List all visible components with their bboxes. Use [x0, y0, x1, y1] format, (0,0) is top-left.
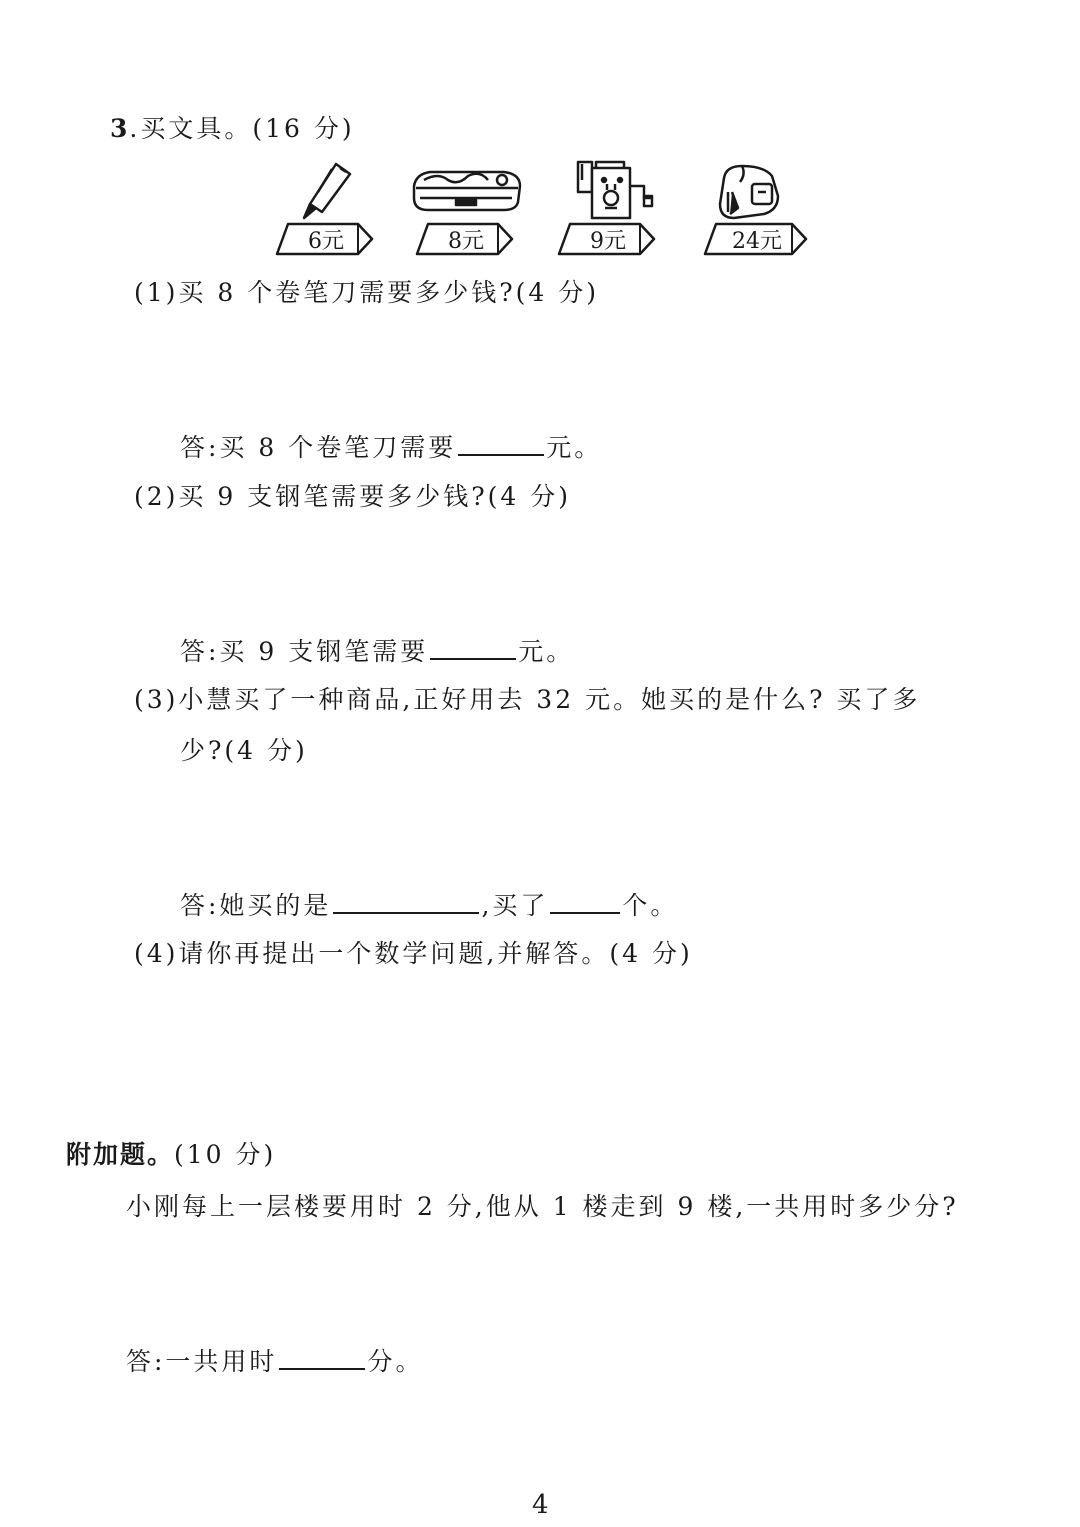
- bonus-answer-blank[interactable]: [279, 1346, 365, 1370]
- bonus-answer-suffix: 分。: [367, 1347, 424, 1376]
- backpack-icon: [712, 162, 784, 222]
- q3-sub1-answer-prefix: 答:买 8 个卷笔刀需要: [180, 433, 457, 462]
- q3-sub2-answer-prefix: 答:买 9 支钢笔需要: [180, 637, 429, 666]
- q3-title: .买文具。(16 分): [129, 114, 355, 143]
- bonus-score: (10 分): [174, 1140, 277, 1169]
- pen-icon: [296, 160, 356, 222]
- bonus-answer: [126, 1346, 423, 1374]
- price-tag-pen: [274, 222, 374, 256]
- q3-sub3-answer-prefix: 答:她买的是: [180, 891, 332, 920]
- q3-sub3-answer-suffix: 个。: [622, 891, 679, 920]
- q3-sub2-answer-blank[interactable]: [430, 636, 516, 660]
- price-label-pencil-case: 8元: [448, 228, 484, 254]
- pencil-case-icon: [408, 166, 524, 214]
- q3-number: 3: [110, 114, 130, 143]
- q3-sub1-answer-blank[interactable]: [458, 432, 544, 456]
- q3-sub1-answer: [180, 432, 602, 460]
- bonus-question: 小刚每上一层楼要用时 2 分,他从 1 楼走到 9 楼,一共用时多少分?: [126, 1192, 959, 1221]
- q3-sub3-question-line1: (3)小慧买了一种商品,正好用去 32 元。她买的是什么? 买了多: [134, 685, 921, 714]
- q3-sub1-answer-suffix: 元。: [546, 433, 603, 462]
- bonus-heading: [66, 1142, 276, 1167]
- q3-sub3-answer: [180, 890, 678, 918]
- q3-sub3-answer-mid: ,买了: [481, 891, 549, 920]
- bonus-answer-prefix: 答:一共用时: [126, 1347, 278, 1376]
- q3-sub3-count-blank[interactable]: [550, 890, 620, 914]
- q3-sub4-question: (4)请你再提出一个数学问题,并解答。(4 分): [134, 939, 693, 968]
- q3-sub2-answer: [180, 636, 574, 664]
- pencil-sharpener-icon: [574, 158, 656, 222]
- q3-heading: [110, 116, 355, 141]
- page-number: 4: [532, 1490, 549, 1520]
- q3-sub3-question-line2: 少?(4 分): [180, 736, 308, 765]
- price-label-pen: 6元: [308, 228, 344, 254]
- bonus-title: 附加题。: [66, 1140, 175, 1169]
- price-tag-backpack: [702, 222, 808, 256]
- price-tag-pencil-case: [414, 222, 514, 256]
- price-tag-pencil-sharpener: [556, 222, 656, 256]
- q3-sub1-question: (1)买 8 个卷笔刀需要多少钱?(4 分): [134, 278, 599, 307]
- q3-sub2-question: (2)买 9 支钢笔需要多少钱?(4 分): [134, 482, 571, 511]
- price-label-pencil-sharpener: 9元: [590, 228, 626, 254]
- price-label-backpack: 24元: [732, 228, 782, 254]
- q3-sub2-answer-suffix: 元。: [518, 637, 575, 666]
- q3-sub3-item-blank[interactable]: [333, 890, 479, 914]
